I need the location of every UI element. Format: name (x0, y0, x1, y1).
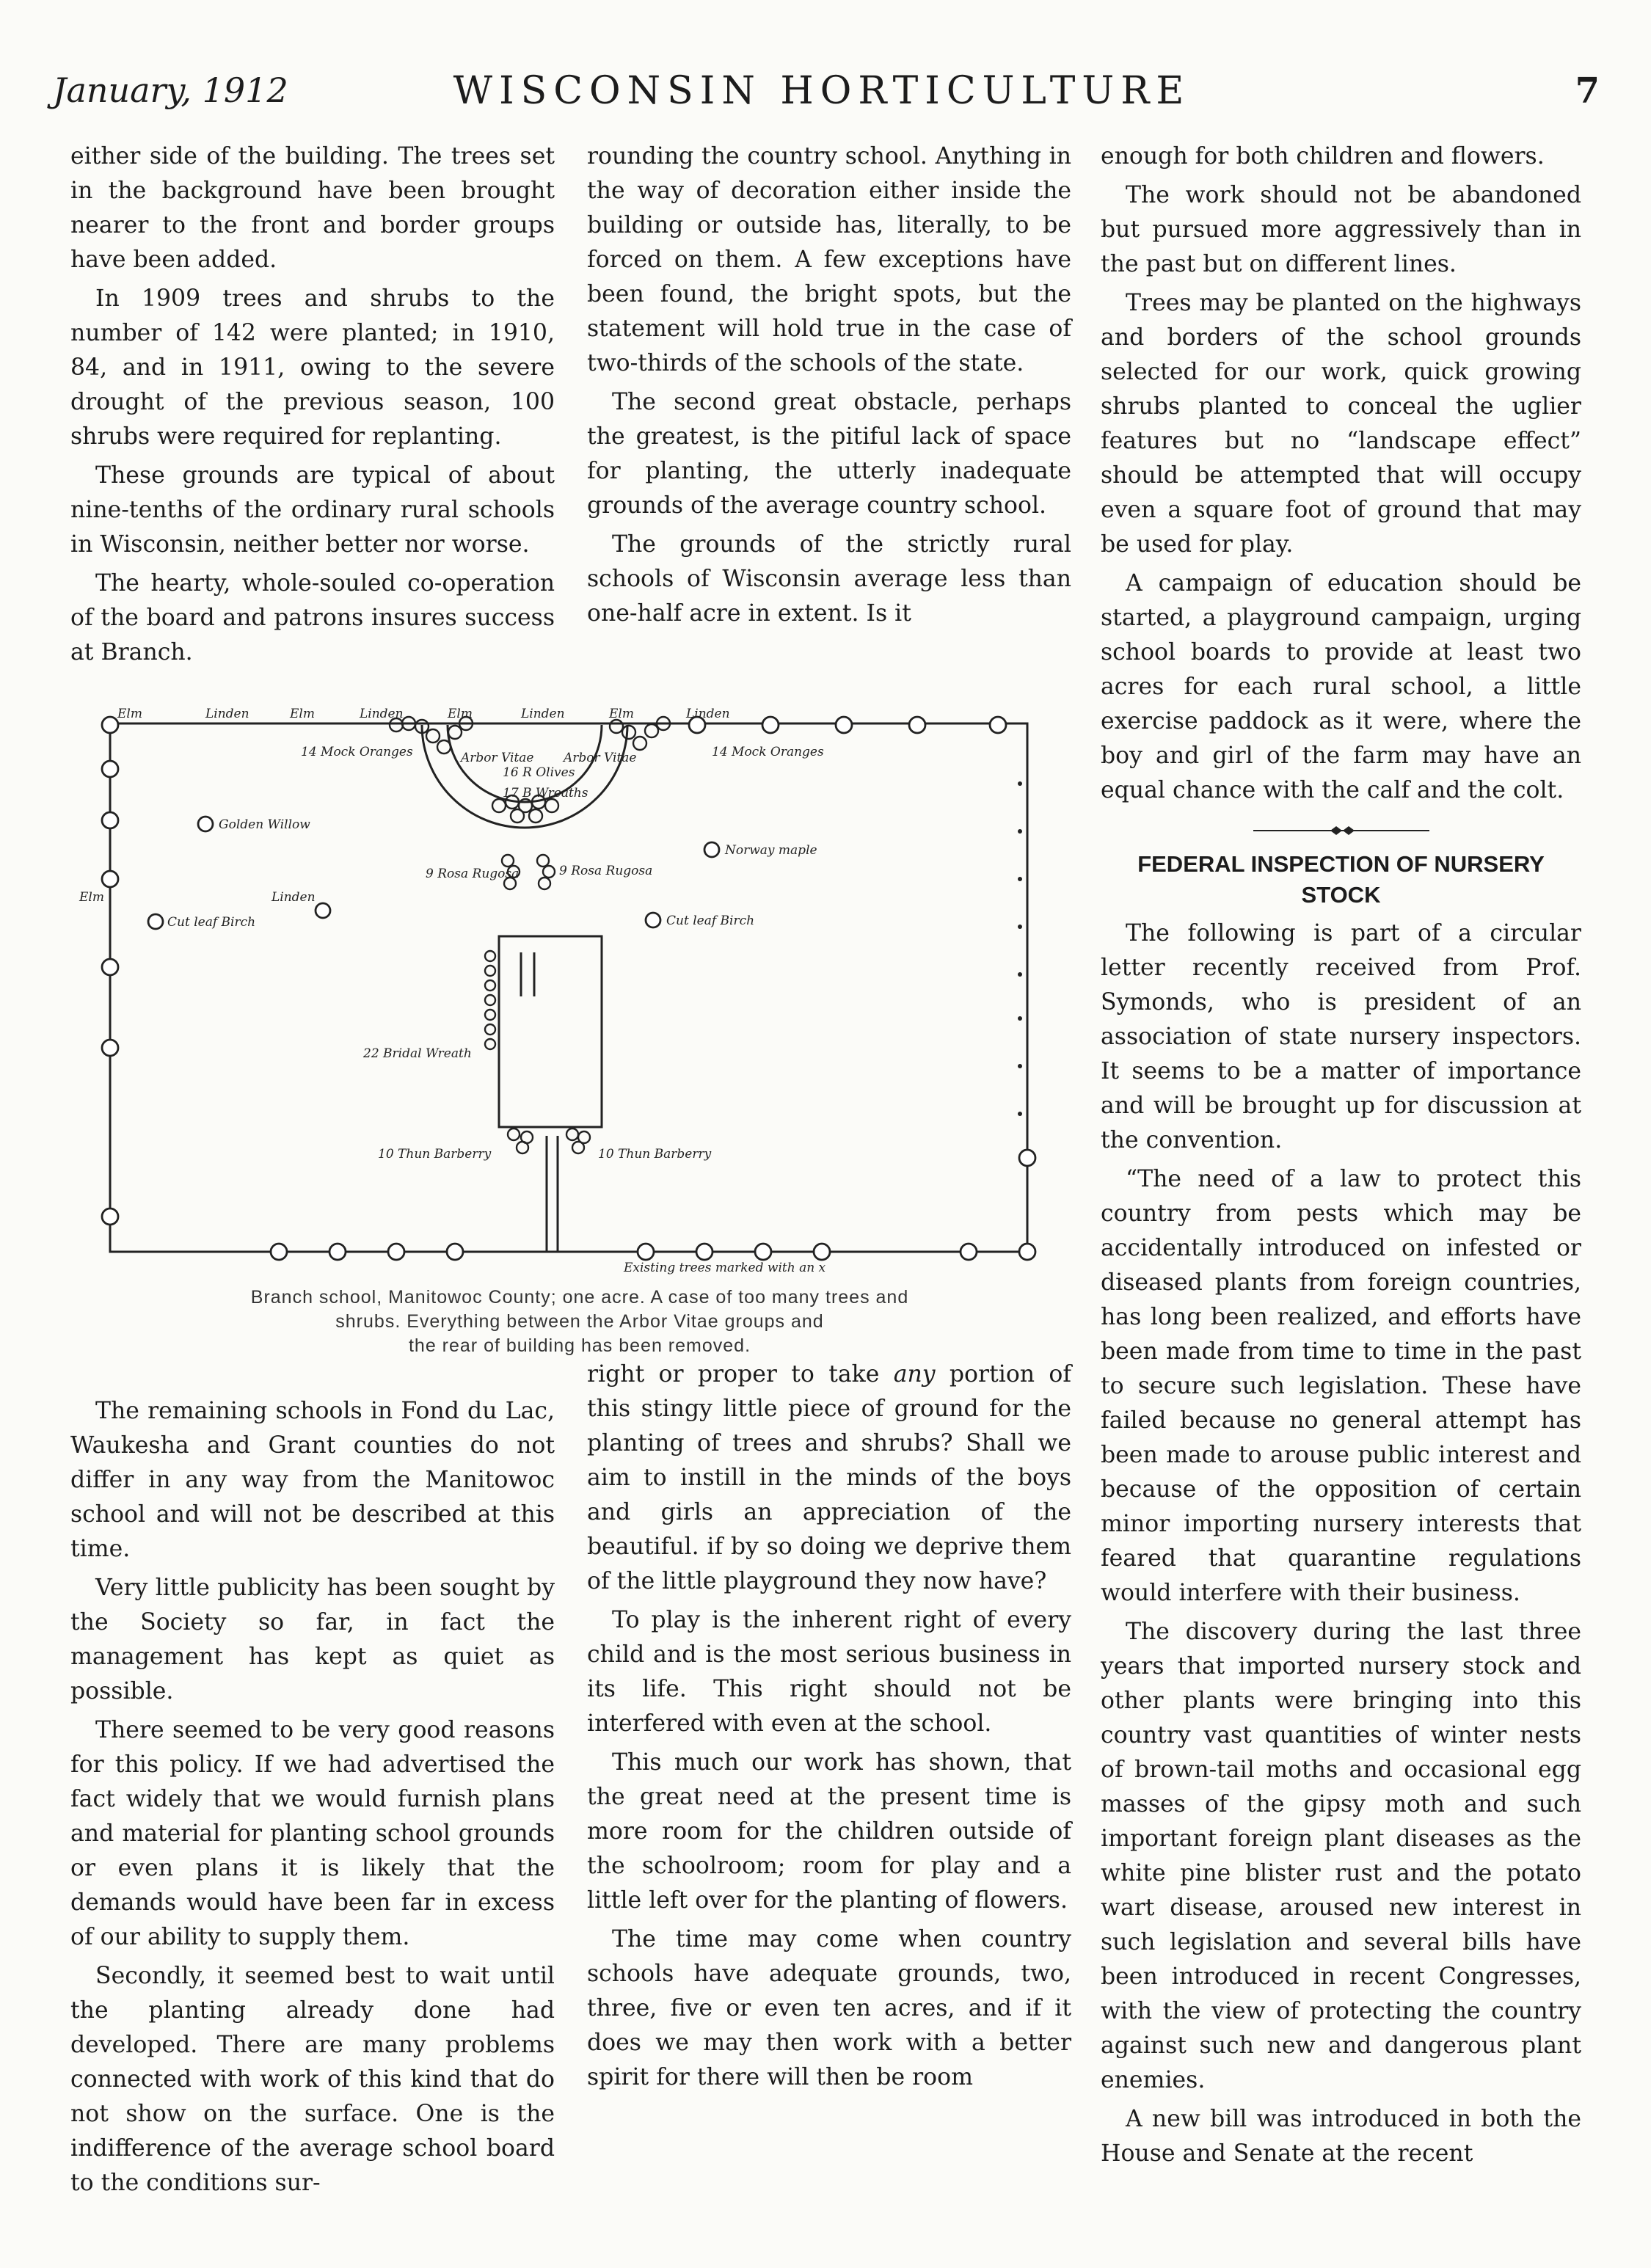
paragraph: Very little publicity has been sought by the Society so far, in fact the management has kept as quiet as possible. (70, 1575, 555, 1704)
cut-leaf-birch-tree (148, 914, 163, 929)
label-olives: 16 R Olives (503, 765, 575, 780)
cut-leaf-birch-tree (646, 913, 660, 927)
label-mock-oranges-left: 14 Mock Oranges (301, 745, 413, 759)
paragraph: enough for both children and flowers. (1101, 143, 1545, 169)
label-elm: Elm (609, 707, 634, 721)
caption-line: Branch school, Manitowoc County; one acre. A case of too many trees and (250, 1287, 909, 1308)
paragraph: The following is part of a circular letter recently received from Prof. Symonds, who is president of an association of state nursery inspectors. It seems to be a matter of importance and will be brought up for discussion at the convention. (1101, 920, 1581, 1153)
label-mock-oranges-right: 14 Mock Oranges (712, 745, 824, 759)
issue-date: January, 1912 (53, 70, 288, 110)
column-2-bottom (587, 1357, 1071, 2095)
caption-line: shrubs. Everything between the Arbor Vitae groups and (335, 1311, 824, 1332)
linden-tree (316, 903, 330, 918)
label-rosa-rugosa-right: 9 Rosa Rugosa (559, 864, 653, 878)
paragraph: right or proper to take any portion of this stingy little piece of ground for the planting of trees and shrubs? Shall we aim to instill in the minds of the boys and girls an appreciation of the beautiful. if by so doing we deprive them of the little playground they now have? (587, 1361, 1072, 1594)
column-1-bottom (70, 1394, 555, 2200)
label-linden: Linden (271, 890, 316, 905)
column-1-top (70, 139, 555, 670)
page-number: 7 (1575, 70, 1600, 112)
school-building (499, 936, 602, 1127)
label-norway-maple: Norway maple (725, 843, 817, 858)
label-elm: Elm (79, 890, 104, 905)
paragraph: The grounds of the strictly rural schools of Wisconsin average less than one-half acre in extent. Is it (587, 531, 1071, 627)
golden-willow-tree (198, 817, 213, 831)
paragraph: The discovery during the last three years that imported nursery stock and other plants were bringing into this country vast quantities of winter nests of brown-tail moths and occasional egg masses of the gipsy moth and such important foreign plant diseases as the white pine blister rust and the potato wart disease, aroused new interest in such legislation and several bills have been introduced in recent Congresses, with the view of protecting the country against such new and dangerous plant enemies. (1101, 1619, 1581, 2093)
label-thun-barberry-right: 10 Thun Barberry (598, 1147, 712, 1162)
label-existing-trees: Existing trees marked with an x (624, 1261, 826, 1275)
school-grounds-plan-figure (79, 703, 1042, 1275)
label-elm: Elm (290, 707, 315, 721)
caption-line: the rear of building has been removed. (408, 1335, 751, 1356)
label-linden: Linden (205, 707, 249, 721)
paragraph: This much our work has shown, that the great need at the present time is more room for the children outside of the schoolroom; room for play and a little left over for the planting of flowers. (587, 1749, 1071, 1914)
label-cut-leaf-birch-right: Cut leaf Birch (666, 914, 755, 928)
label-bridal-wreath: 22 Bridal Wreath (363, 1046, 472, 1061)
label-rosa-rugosa-left: 9 Rosa Rugosa (426, 867, 520, 881)
border-markers (1018, 781, 1022, 1116)
figure-caption (110, 1286, 1049, 1358)
label-thun-barberry-left: 10 Thun Barberry (378, 1147, 492, 1162)
paragraph: either side of the building. The trees set in the background have been brought nearer to the front and border groups have been added. (70, 143, 555, 273)
shrub-cluster-mock-oranges-right (610, 717, 670, 750)
paragraph: Trees may be planted on the highways and borders of the school grounds selected for our work, quick growing shrubs planted to conceal the uglier features but no “landscape effect” should be attempted that will occupy even a square foot of ground that may be used for play. (1101, 290, 1581, 558)
paragraph: A new bill was introduced in both the House and Senate at the recent (1101, 2106, 1581, 2167)
label-linden: Linden (360, 707, 404, 721)
paragraph: The hearty, whole-souled co-operation of the board and patrons insures success at Branch. (70, 570, 555, 666)
page-header (44, 65, 1600, 123)
label-cut-leaf-birch-left: Cut leaf Birch (167, 915, 256, 930)
norway-maple-tree (704, 842, 719, 857)
label-wreaths: 17 B Wreaths (503, 786, 588, 801)
paragraph: The second great obstacle, perhaps the greatest, is the pitiful lack of space for planting, the utterly inadequate grounds of the average country school. (587, 389, 1071, 519)
label-elm: Elm (117, 707, 142, 721)
paragraph: “The need of a law to protect this country from pests which may be accidentally introduced on infested or diseased plants from foreign countries, has long been realized, and efforts have been made from time to time in the past to secure such legislation. These have failed because no general attempt has been made to arouse public interest and because of the opposition of certain minor importing nursery interests that feared that quarantine regulations would interfere with their business. (1101, 1166, 1581, 1606)
paragraph: A campaign of education should be started, a playground campaign, urging school boards to provide at least two acres for each rural school, a little exercise paddock as it were, where the boy and girl of the farm may have an equal chance with the calf and the colt. (1101, 570, 1581, 803)
column-3 (1101, 139, 1581, 2171)
paragraph: Secondly, it seemed best to wait until the planting already done had developed. There are many problems connected with work of this kind that do not show on the surface. One is the indifference of the average school board to the conditions sur- (70, 1963, 555, 2196)
column-2-top (587, 139, 1071, 631)
paragraph: To play is the inherent right of every child and is the most serious business in its life. This right should not be interfered with even at the school. (587, 1607, 1071, 1737)
label-golden-willow: Golden Willow (219, 817, 310, 832)
paragraph: The remaining schools in Fond du Lac, Waukesha and Grant counties do not differ in any way from the Manitowoc school and will not be described at this time. (70, 1398, 555, 1562)
journal-title: WISCONSIN HORTICULTURE (453, 69, 1191, 113)
label-arbor-vitae-left: Arbor Vitae (461, 751, 534, 765)
label-elm: Elm (448, 707, 473, 721)
paragraph: These grounds are typical of about nine-tenths of the ordinary rural schools in Wisconsin, neither better nor worse. (70, 462, 555, 558)
paragraph: There seemed to be very good reasons for this policy. If we had advertised the fact widely that we would furnish plans and material for planting school grounds or even plans it is likely that the demands would have been far in excess of our ability to supply them. (70, 1717, 555, 1950)
paragraph: The time may come when country schools have adequate grounds, two, three, five or even ten acres, and if it does we may then work with a better spirit for there will then be room (587, 1926, 1071, 2090)
section-divider (1253, 825, 1429, 836)
emphasis: any (893, 1361, 936, 1388)
lot-boundary (110, 723, 1027, 1252)
paragraph: The work should not be abandoned but pursued more aggressively than in the past but on different lines. (1101, 182, 1581, 277)
shrub-cluster-thun-barberry (508, 1128, 590, 1153)
label-linden: Linden (686, 707, 730, 721)
paragraph: rounding the country school. Anything in the way of decoration either inside the building or outside has, literally, to be forced on them. A few exceptions have been found, the bright spots, but the statement will hold true in the case of two-thirds of the schools of the state. (587, 143, 1071, 376)
label-linden: Linden (521, 707, 565, 721)
shrub-cluster-bridal-wreath (485, 951, 495, 1049)
section-title: FEDERAL INSPECTION OF NURSERY STOCK (1137, 851, 1545, 908)
paragraph: In 1909 trees and shrubs to the number of 142 were planted; in 1910, 84, and in 1911, owing to the severe drought of the previous season, 100 shrubs were required for replanting. (70, 285, 555, 450)
label-arbor-vitae-right: Arbor Vitae (564, 751, 637, 765)
